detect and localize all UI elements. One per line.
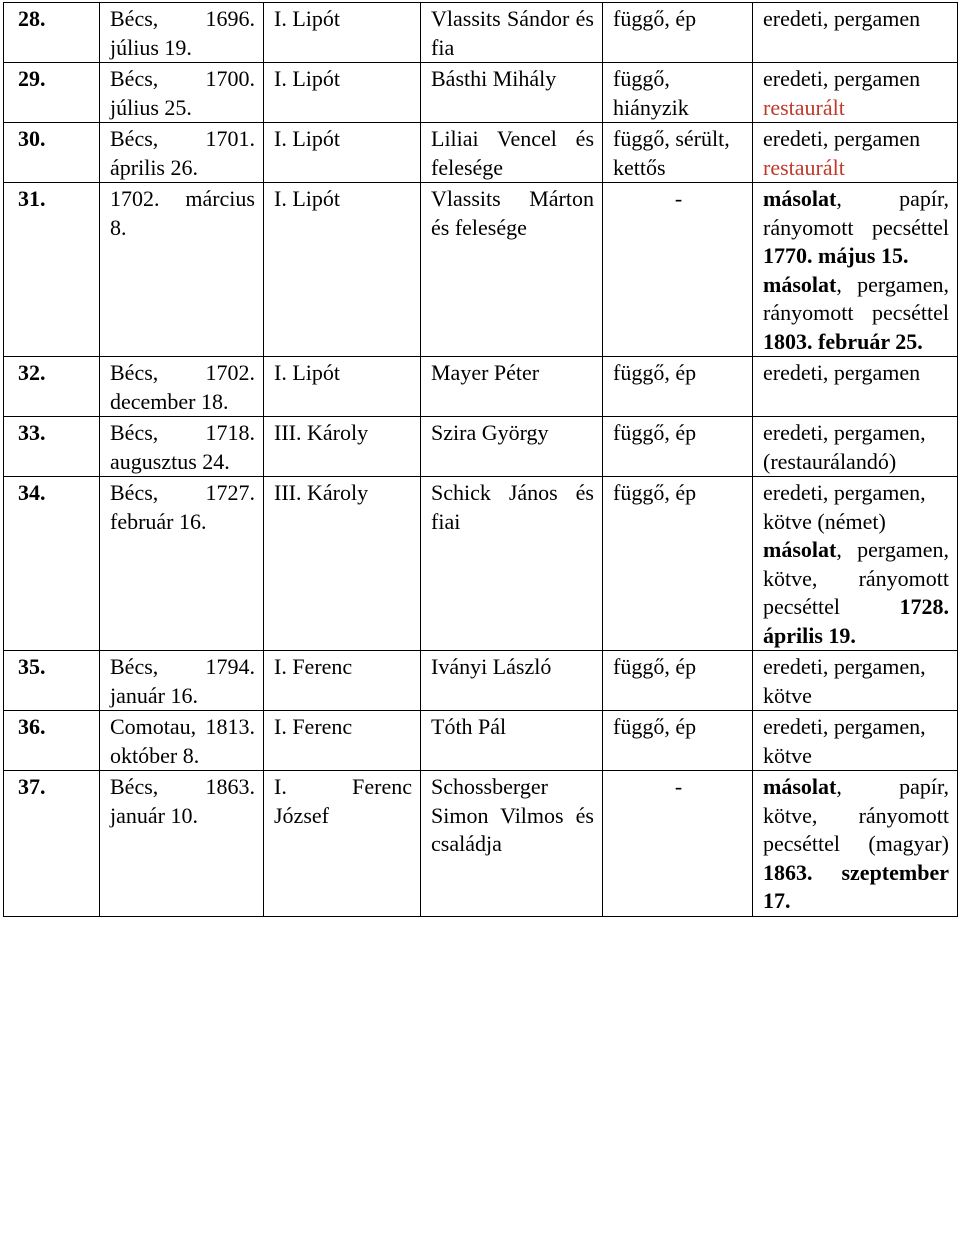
copy-date: 1770. május 15. — [763, 243, 909, 268]
condition-text: kötve — [763, 742, 812, 768]
entry-date: Bécs, 1701. április 26. — [100, 123, 264, 183]
entry-grantee: Tóth Pál — [421, 711, 603, 771]
entry-condition — [753, 63, 958, 123]
entry-date: Comotau, 1813. október 8. — [100, 711, 264, 771]
entry-seal: - — [603, 771, 753, 917]
entry-seal: függő, sérült, kettős — [603, 123, 753, 183]
copy-kind: másolat — [763, 271, 837, 297]
entry-grantee: Básthi Mihály — [421, 63, 603, 123]
register-table — [3, 2, 958, 917]
table-row — [4, 477, 958, 651]
entry-grantee: Vlassits Sándor és fia — [421, 3, 603, 63]
entry-seal: függő, ép — [603, 417, 753, 477]
copy-description: , pergamen, kötve, rányomott pecséttel — [763, 537, 949, 619]
entry-condition — [753, 183, 958, 357]
entry-number: 33. — [4, 417, 100, 477]
entry-number: 36. — [4, 711, 100, 771]
copy-date: 1803. február 25. — [763, 328, 923, 354]
register-body — [4, 3, 958, 917]
copy-record — [763, 536, 949, 650]
entry-grantee: Mayer Péter — [421, 357, 603, 417]
entry-number: 29. — [4, 63, 100, 123]
copy-record — [763, 271, 949, 357]
copy-kind: másolat — [763, 186, 837, 211]
entry-condition — [753, 771, 958, 917]
entry-date: Bécs, 1794. január 16. — [100, 651, 264, 711]
condition-text: kötve — [763, 682, 812, 708]
copy-date: 1728. április 19. — [763, 594, 949, 648]
table-row — [4, 3, 958, 63]
restoration-note: restaurált — [763, 154, 845, 180]
entry-number: 35. — [4, 651, 100, 711]
table-row — [4, 123, 958, 183]
copy-kind: másolat — [763, 774, 837, 799]
condition-text: eredeti, pergamen — [763, 360, 921, 385]
entry-ruler: III. Károly — [264, 417, 421, 477]
table-row — [4, 417, 958, 477]
entry-ruler: I. Lipót — [264, 3, 421, 63]
condition-text: eredeti, pergamen, — [763, 654, 926, 679]
entry-condition — [753, 477, 958, 651]
entry-date: Bécs, 1863. január 10. — [100, 771, 264, 917]
table-row — [4, 711, 958, 771]
entry-number: 32. — [4, 357, 100, 417]
table-row — [4, 183, 958, 357]
entry-condition — [753, 417, 958, 477]
entry-number: 34. — [4, 477, 100, 651]
entry-grantee: Iványi László — [421, 651, 603, 711]
table-row — [4, 357, 958, 417]
entry-ruler: I. Lipót — [264, 357, 421, 417]
entry-ruler: I. Lipót — [264, 183, 421, 357]
entry-number: 28. — [4, 3, 100, 63]
copy-description: , papír, kötve, rányomott pecséttel (magyar) — [763, 774, 949, 856]
entry-date: Bécs, 1696. július 19. — [100, 3, 264, 63]
entry-seal: függő, ép — [603, 477, 753, 651]
entry-seal: függő, ép — [603, 711, 753, 771]
entry-grantee: Schick János és fiai — [421, 477, 603, 651]
copy-record — [763, 185, 949, 271]
entry-seal: - — [603, 183, 753, 357]
restoration-note: restaurált — [763, 94, 845, 120]
condition-text: eredeti, pergamen — [763, 6, 921, 31]
copy-kind: másolat — [763, 537, 837, 562]
table-row — [4, 651, 958, 711]
entry-condition — [753, 123, 958, 183]
entry-grantee: Vlassits Márton és felesége — [421, 183, 603, 357]
condition-text: eredeti, pergamen — [763, 66, 921, 91]
entry-number: 37. — [4, 771, 100, 917]
condition-text: eredeti, pergamen, — [763, 714, 926, 739]
entry-seal: függő, ép — [603, 651, 753, 711]
entry-condition — [753, 3, 958, 63]
table-row — [4, 771, 958, 917]
entry-condition — [753, 651, 958, 711]
entry-ruler: I. Ferenc — [264, 711, 421, 771]
entry-grantee: Schossberger Simon Vilmos és családja — [421, 771, 603, 917]
entry-ruler: I. Ferenc — [264, 651, 421, 711]
entry-ruler: I. Ferenc József — [264, 771, 421, 917]
entry-ruler: III. Károly — [264, 477, 421, 651]
table-row — [4, 63, 958, 123]
entry-grantee: Liliai Vencel és felesége — [421, 123, 603, 183]
entry-ruler: I. Lipót — [264, 63, 421, 123]
copy-record — [763, 773, 949, 916]
entry-condition — [753, 711, 958, 771]
entry-number: 31. — [4, 183, 100, 357]
entry-date: Bécs, 1702. december 18. — [100, 357, 264, 417]
entry-date: 1702. március 8. — [100, 183, 264, 357]
entry-seal: függő, ép — [603, 3, 753, 63]
entry-date: Bécs, 1700. július 25. — [100, 63, 264, 123]
copy-description: , papír, rányomott pecséttel — [763, 186, 949, 240]
condition-text: eredeti, pergamen, — [763, 420, 926, 445]
entry-seal: függő, hiányzik — [603, 63, 753, 123]
condition-text: kötve (német) — [763, 508, 886, 534]
entry-ruler: I. Lipót — [264, 123, 421, 183]
copy-description: , pergamen, rányomott pecséttel — [763, 271, 949, 325]
entry-number: 30. — [4, 123, 100, 183]
copy-date: 1863. szeptember 17. — [763, 859, 949, 913]
condition-text: (restaurálandó) — [763, 448, 897, 474]
entry-seal: függő, ép — [603, 357, 753, 417]
entry-condition — [753, 357, 958, 417]
entry-grantee: Szira György — [421, 417, 603, 477]
condition-text: eredeti, pergamen, — [763, 480, 926, 505]
entry-date: Bécs, 1718. augusztus 24. — [100, 417, 264, 477]
condition-text: eredeti, pergamen — [763, 126, 921, 151]
entry-date: Bécs, 1727. február 16. — [100, 477, 264, 651]
